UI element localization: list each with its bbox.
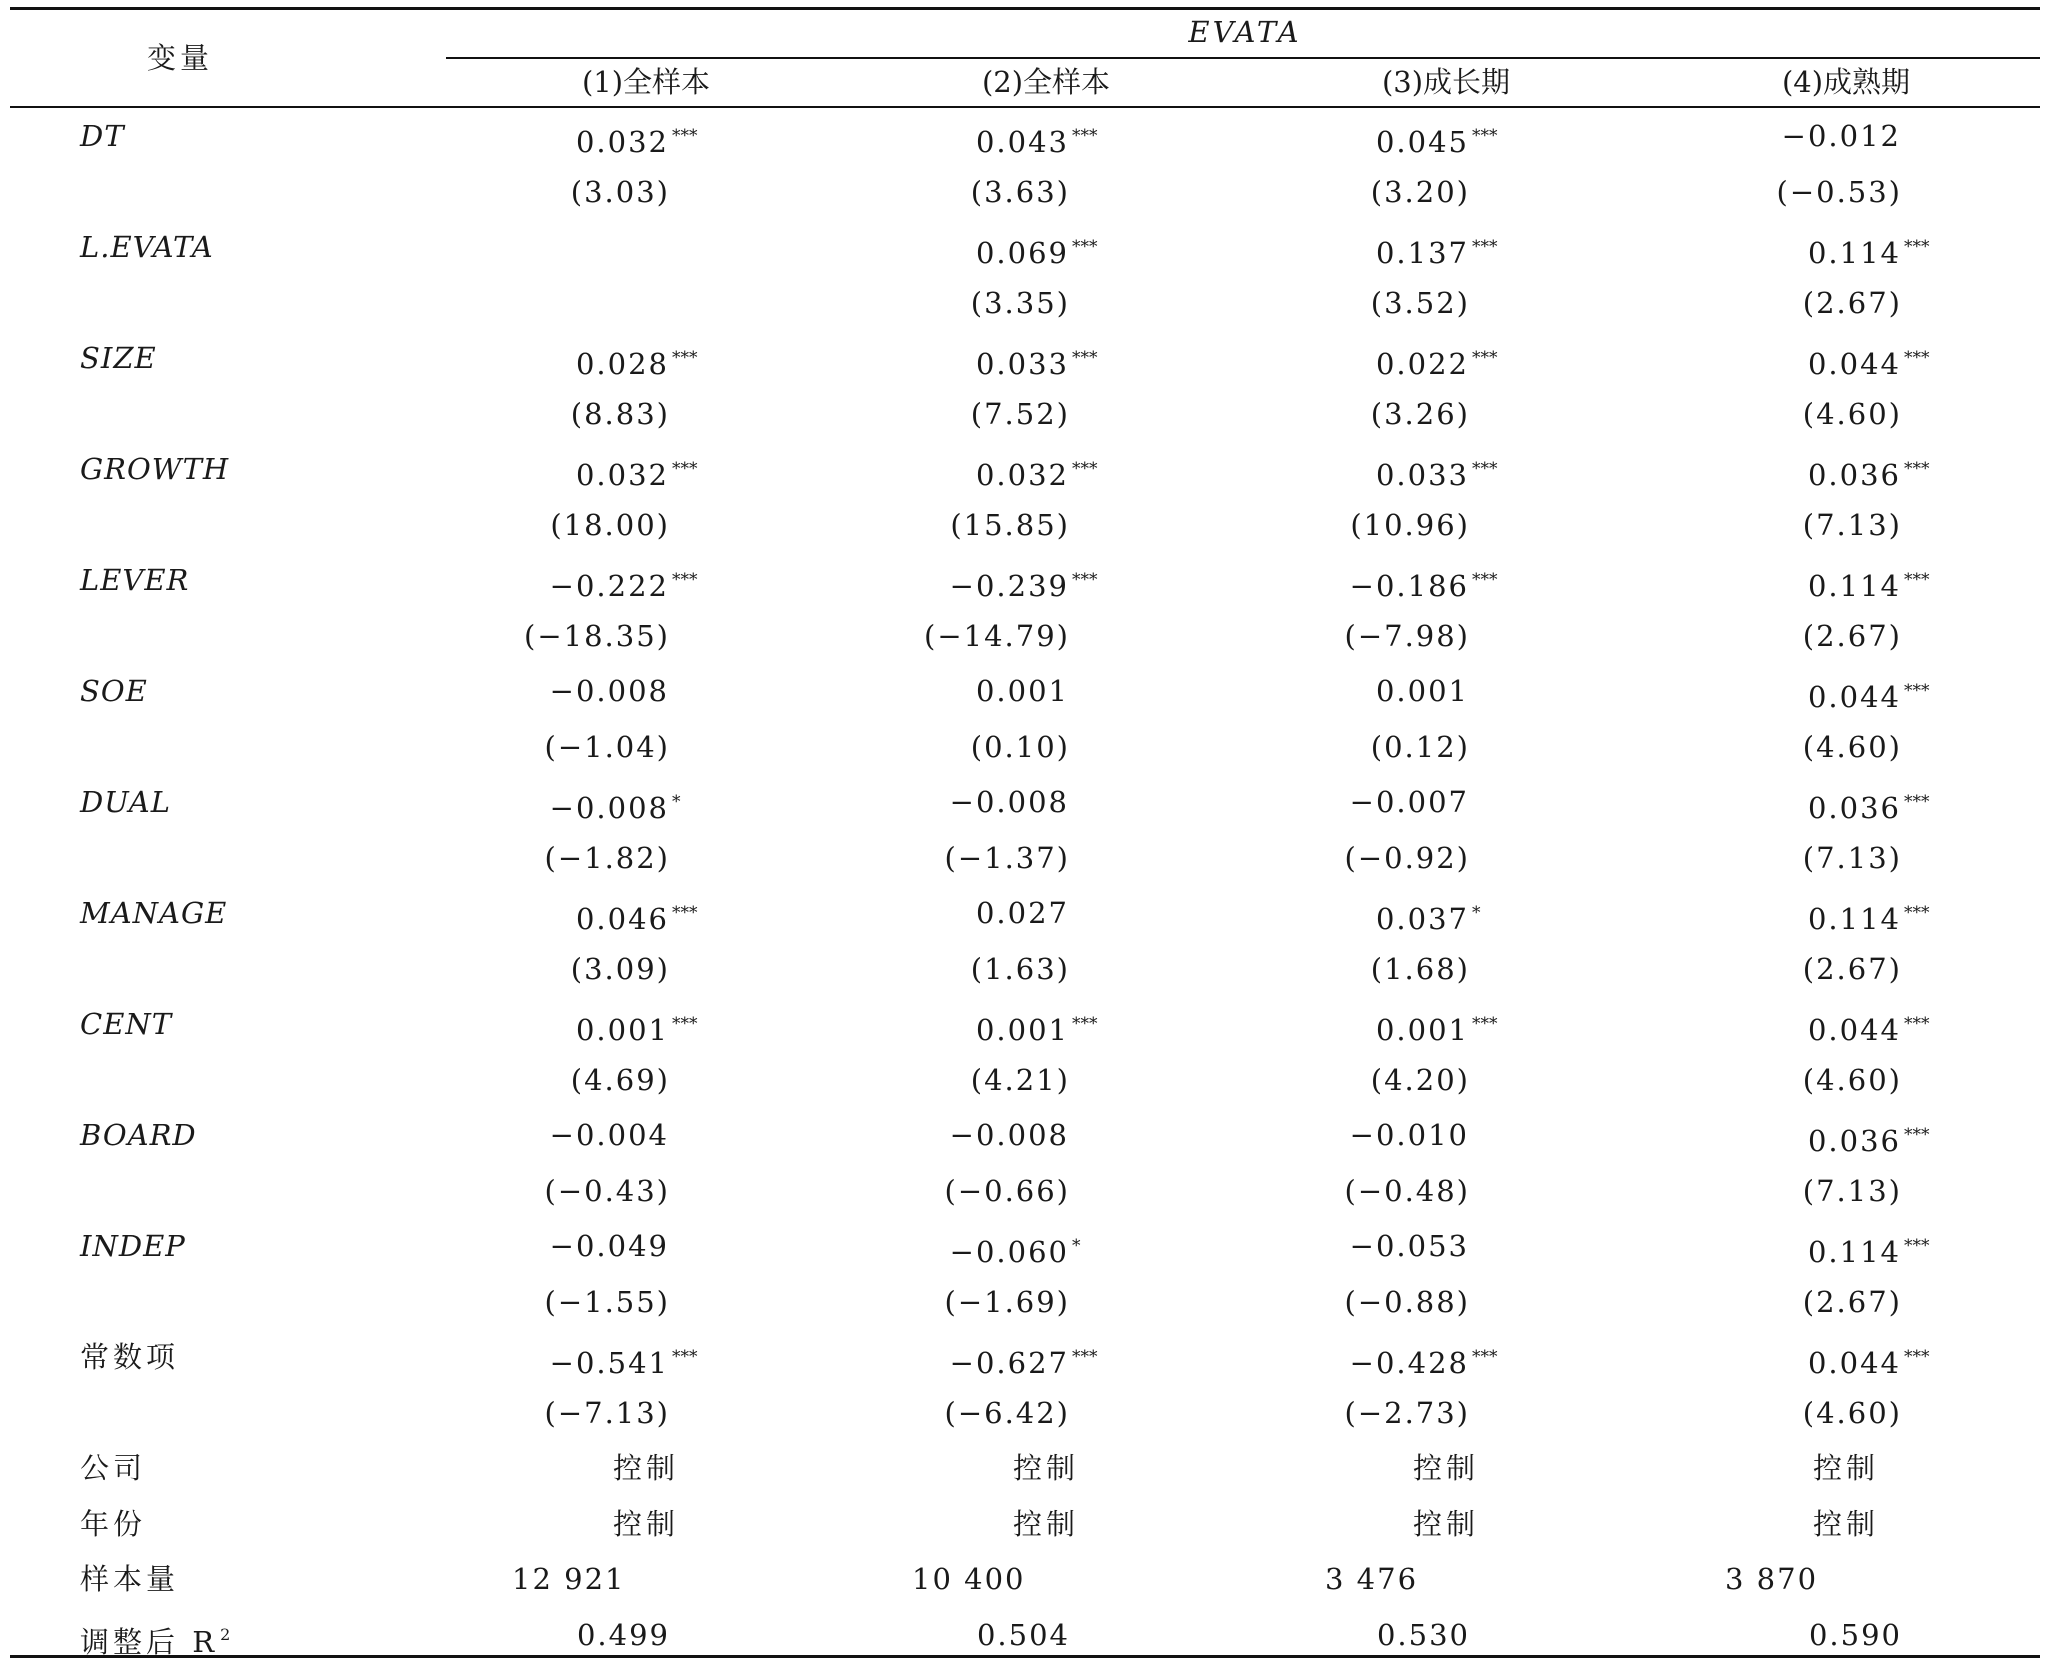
coefficient-cell [976, 1006, 1110, 1048]
t-statistic-cell: (−0.66) [944, 1173, 1070, 1208]
coefficient-cell [576, 1006, 710, 1048]
significance-stars: *** [672, 459, 698, 479]
t-statistic-cell: (−0.88) [1344, 1284, 1470, 1319]
t-statistic-cell: (2.67) [1802, 1284, 1902, 1319]
coefficient-cell [950, 1339, 1110, 1381]
coefficient-value: 0.033 [1375, 458, 1469, 492]
footer-label [80, 1450, 146, 1486]
coefficient-cell [1808, 673, 1942, 715]
coefficient-value: 0.032 [975, 458, 1069, 492]
significance-stars: *** [1072, 237, 1098, 257]
coefficient-value: −0.004 [549, 1118, 669, 1152]
control-cell: 控制 [1412, 1451, 1480, 1485]
control-cell: 控制 [612, 1451, 680, 1485]
t-statistic-cell: (7.13) [1802, 507, 1902, 542]
significance-stars: *** [672, 903, 698, 923]
t-statistic-cell: (2.67) [1802, 618, 1902, 653]
significance-stars: * [672, 792, 681, 812]
significance-stars: *** [672, 570, 698, 590]
coefficient-value: −0.008 [949, 1118, 1069, 1152]
coefficient-value: −0.186 [1349, 569, 1469, 603]
coefficient-cell [1350, 1228, 1510, 1264]
t-statistic-cell: (1.63) [970, 951, 1070, 986]
significance-stars: *** [1072, 348, 1098, 368]
corner-label: 变量 [146, 41, 214, 75]
coefficient-cell [1376, 895, 1510, 937]
coefficient-cell [1376, 118, 1510, 160]
coefficient-value: 0.001 [975, 1013, 1069, 1047]
coefficient-cell [976, 340, 1110, 382]
header-bottom-rule [10, 106, 2040, 108]
coefficient-cell [550, 562, 710, 604]
coefficient-value: 0.001 [1375, 674, 1469, 708]
row-label: LEVER [80, 563, 190, 597]
coefficient-value: 0.032 [575, 458, 669, 492]
coefficient-cell [1376, 1006, 1510, 1048]
coefficient-cell [1376, 673, 1510, 709]
t-statistic-cell: (−0.92) [1344, 840, 1470, 875]
t-statistic-cell: (10.96) [1350, 507, 1470, 542]
significance-stars: *** [1472, 1014, 1498, 1034]
row-label: DT [80, 119, 125, 153]
significance-stars: *** [1472, 459, 1498, 479]
significance-stars: *** [1904, 237, 1930, 257]
control-cell: 控制 [1012, 1451, 1080, 1485]
row-label: INDEP [80, 1229, 186, 1263]
coefficient-value: 0.043 [975, 125, 1069, 159]
coefficient-cell [1808, 340, 1942, 382]
footer-label-text: 公司 [80, 1451, 147, 1485]
t-statistic-cell: (3.09) [570, 951, 670, 986]
coefficient-value: 0.036 [1807, 1124, 1901, 1158]
coefficient-cell [950, 562, 1110, 604]
coefficient-value: −0.008 [949, 785, 1069, 819]
coefficient-cell [1782, 118, 1942, 154]
coefficient-cell [550, 1228, 710, 1264]
row-label: SOE [80, 674, 148, 708]
t-statistic-cell: (1.68) [1370, 951, 1470, 986]
sample-size-cell: 3 870 [1725, 1562, 1819, 1596]
t-statistic-cell: (4.69) [570, 1062, 670, 1097]
coefficient-cell [550, 784, 710, 826]
coefficient-cell [1350, 784, 1510, 820]
coefficient-cell [976, 118, 1110, 160]
r-squared-cell: 0.504 [976, 1617, 1070, 1652]
column-header-4: (4)成熟期 [1781, 65, 1911, 99]
coefficient-cell [976, 229, 1110, 271]
r-squared-cell: 0.530 [1376, 1617, 1470, 1652]
coefficient-cell [576, 340, 710, 382]
t-statistic-cell: (4.60) [1802, 396, 1902, 431]
coefficient-cell [1808, 1006, 1942, 1048]
top-rule [10, 7, 2040, 10]
t-statistic-cell: (−7.13) [544, 1395, 670, 1430]
control-cell: 控制 [1012, 1506, 1080, 1541]
t-statistic-cell: (−1.82) [544, 840, 670, 875]
coefficient-cell [1808, 784, 1942, 826]
coefficient-cell [1808, 451, 1942, 493]
coefficient-cell [550, 1339, 710, 1381]
significance-stars: *** [1904, 1014, 1930, 1034]
coefficient-value: 0.022 [1375, 347, 1469, 381]
coefficient-value: 0.037 [1375, 902, 1469, 936]
coefficient-cell [576, 451, 710, 493]
t-statistic-cell: (−0.43) [544, 1173, 670, 1208]
t-statistic-cell: (−1.55) [544, 1284, 670, 1319]
coefficient-value: −0.053 [1349, 1229, 1469, 1263]
coefficient-value: −0.060 [949, 1235, 1069, 1269]
significance-stars: *** [1904, 570, 1930, 590]
t-statistic-cell: (2.67) [1802, 951, 1902, 986]
significance-stars: *** [1072, 1347, 1098, 1367]
t-statistic-cell: (18.00) [550, 507, 670, 542]
significance-stars: *** [1472, 126, 1498, 146]
coefficient-value: 0.044 [1807, 347, 1901, 381]
coefficient-value: 0.001 [1375, 1013, 1469, 1047]
significance-stars: * [1472, 903, 1481, 923]
t-statistic-cell: (0.10) [970, 729, 1070, 764]
t-statistic-cell: (−6.42) [944, 1395, 1070, 1430]
coefficient-value: 0.001 [575, 1013, 669, 1047]
t-statistic-cell: (−18.35) [524, 618, 670, 653]
t-statistic-cell: (3.03) [570, 174, 670, 209]
coefficient-value: −0.008 [549, 674, 669, 708]
group-header-rule [446, 57, 2040, 59]
footer-label-text: 样本量 [80, 1562, 180, 1596]
significance-stars: * [1072, 1236, 1081, 1256]
coefficient-cell [1376, 340, 1510, 382]
t-statistic-cell: (−14.79) [924, 618, 1070, 653]
coefficient-value: −0.012 [1781, 119, 1901, 153]
control-cell: 控制 [1812, 1506, 1880, 1541]
coefficient-cell [1808, 1117, 1942, 1159]
significance-stars: *** [1472, 1347, 1498, 1367]
coefficient-value: −0.239 [949, 569, 1069, 603]
footer-label-text: 年份 [80, 1506, 147, 1541]
coefficient-value: −0.428 [1349, 1346, 1469, 1380]
significance-stars: *** [1904, 1347, 1930, 1367]
coefficient-cell [950, 784, 1110, 820]
t-statistic-cell: (4.60) [1802, 1062, 1902, 1097]
significance-stars: *** [1904, 459, 1930, 479]
coefficient-cell [950, 1228, 1110, 1270]
coefficient-cell [1376, 229, 1510, 271]
significance-stars: *** [672, 1347, 698, 1367]
t-statistic-cell: (−1.37) [944, 840, 1070, 875]
significance-stars: *** [672, 126, 698, 146]
coefficient-value: −0.541 [549, 1346, 669, 1380]
t-statistic-cell: (3.35) [970, 285, 1070, 320]
coefficient-value: 0.027 [975, 896, 1069, 930]
t-statistic-cell: (−0.48) [1344, 1173, 1470, 1208]
t-statistic-cell: (8.83) [570, 396, 670, 431]
coefficient-value: −0.008 [549, 791, 669, 825]
coefficient-cell [976, 895, 1110, 931]
t-statistic-cell: (−2.73) [1344, 1395, 1470, 1430]
coefficient-value: 0.114 [1807, 569, 1901, 603]
t-statistic-cell: (−7.98) [1344, 618, 1470, 653]
significance-stars: *** [1904, 348, 1930, 368]
control-cell: 控制 [1412, 1506, 1480, 1541]
row-label: BOARD [80, 1118, 197, 1152]
t-statistic-cell: (15.85) [950, 507, 1070, 542]
t-statistic-cell: (3.63) [970, 174, 1070, 209]
coefficient-cell [1808, 562, 1942, 604]
bottom-rule [10, 1655, 2040, 1658]
t-statistic-cell: (−1.04) [544, 729, 670, 764]
coefficient-value: 0.032 [575, 125, 669, 159]
significance-stars: *** [672, 1014, 698, 1034]
row-label: MANAGE [80, 896, 228, 930]
significance-stars: *** [1472, 237, 1498, 257]
footer-label [80, 1506, 146, 1542]
coefficient-value: −0.049 [549, 1229, 669, 1263]
coefficient-cell [550, 1117, 710, 1153]
coefficient-value: −0.010 [1349, 1118, 1469, 1152]
significance-stars: *** [672, 348, 698, 368]
coefficient-value: 0.036 [1807, 791, 1901, 825]
coefficient-cell [576, 895, 710, 937]
coefficient-value: 0.044 [1807, 1013, 1901, 1047]
row-label: GROWTH [80, 452, 230, 486]
coefficient-value: 0.044 [1807, 680, 1901, 714]
column-header-2: (2)全样本 [981, 65, 1111, 99]
t-statistic-cell: (4.60) [1802, 729, 1902, 764]
r-squared-cell: 0.499 [576, 1617, 670, 1652]
coefficient-value: −0.222 [549, 569, 669, 603]
significance-stars: *** [1472, 348, 1498, 368]
r-squared-cell: 0.590 [1808, 1617, 1902, 1652]
coefficient-value: 0.114 [1807, 1235, 1901, 1269]
coefficient-cell [950, 1117, 1110, 1153]
coefficient-value: 0.028 [575, 347, 669, 381]
coefficient-value: 0.114 [1807, 902, 1901, 936]
t-statistic-cell: (−1.69) [944, 1284, 1070, 1319]
t-statistic-cell: (7.13) [1802, 840, 1902, 875]
coefficient-cell [976, 673, 1110, 709]
t-statistic-cell: (4.20) [1370, 1062, 1470, 1097]
coefficient-cell [1350, 1339, 1510, 1381]
superscript: 2 [220, 1624, 235, 1644]
column-header-3: (3)成长期 [1381, 65, 1511, 99]
t-statistic-cell: (4.21) [970, 1062, 1070, 1097]
coefficient-cell [1808, 1339, 1942, 1381]
significance-stars: *** [1904, 903, 1930, 923]
coefficient-value: 0.033 [975, 347, 1069, 381]
coefficient-cell [1808, 1228, 1942, 1270]
significance-stars: *** [1904, 1236, 1930, 1256]
column-header-1: (1)全样本 [581, 65, 711, 99]
t-statistic-cell: (−0.53) [1776, 174, 1902, 209]
control-cell: 控制 [612, 1506, 680, 1541]
coefficient-cell [1808, 895, 1942, 937]
footer-label-text: 调整后 R [80, 1624, 219, 1659]
coefficient-value: 0.137 [1375, 236, 1469, 270]
coefficient-cell [976, 451, 1110, 493]
significance-stars: *** [1904, 792, 1930, 812]
coefficient-value: 0.001 [975, 674, 1069, 708]
significance-stars: *** [1072, 1014, 1098, 1034]
coefficient-value: 0.069 [975, 236, 1069, 270]
significance-stars: *** [1072, 126, 1098, 146]
significance-stars: *** [1472, 570, 1498, 590]
t-statistic-cell: (3.52) [1370, 285, 1470, 320]
sample-size-cell: 3 476 [1325, 1562, 1419, 1596]
control-cell: 控制 [1812, 1451, 1880, 1485]
sample-size-cell: 12 921 [512, 1562, 626, 1596]
row-label: L.EVATA [80, 230, 214, 264]
significance-stars: *** [1072, 570, 1098, 590]
sample-size-cell: 10 400 [912, 1562, 1026, 1596]
t-statistic-cell: (7.13) [1802, 1173, 1902, 1208]
t-statistic-cell: (7.52) [970, 396, 1070, 431]
t-statistic-cell: (4.60) [1802, 1395, 1902, 1430]
footer-label [80, 1617, 234, 1660]
row-label: CENT [80, 1007, 173, 1041]
coefficient-value: 0.045 [1375, 125, 1469, 159]
row-label: 常数项 [80, 1340, 180, 1374]
coefficient-cell [1376, 451, 1510, 493]
coefficient-value: 0.044 [1807, 1346, 1901, 1380]
t-statistic-cell: (3.20) [1370, 174, 1470, 209]
row-label: SIZE [80, 341, 157, 375]
coefficient-value: 0.036 [1807, 458, 1901, 492]
coefficient-cell [550, 673, 710, 709]
significance-stars: *** [1904, 681, 1930, 701]
coefficient-value: −0.007 [1349, 785, 1469, 819]
coefficient-value: 0.114 [1807, 236, 1901, 270]
t-statistic-cell: (0.12) [1370, 729, 1470, 764]
coefficient-cell [1350, 562, 1510, 604]
footer-label [80, 1561, 179, 1597]
t-statistic-cell: (3.26) [1370, 396, 1470, 431]
significance-stars: *** [1904, 1125, 1930, 1145]
coefficient-cell [1808, 229, 1942, 271]
coefficient-cell [576, 118, 710, 160]
group-header: EVATA [1188, 15, 1302, 49]
t-statistic-cell: (2.67) [1802, 285, 1902, 320]
coefficient-value: −0.627 [949, 1346, 1069, 1380]
coefficient-value: 0.046 [575, 902, 669, 936]
row-label: DUAL [80, 785, 171, 819]
coefficient-cell [1350, 1117, 1510, 1153]
significance-stars: *** [1072, 459, 1098, 479]
